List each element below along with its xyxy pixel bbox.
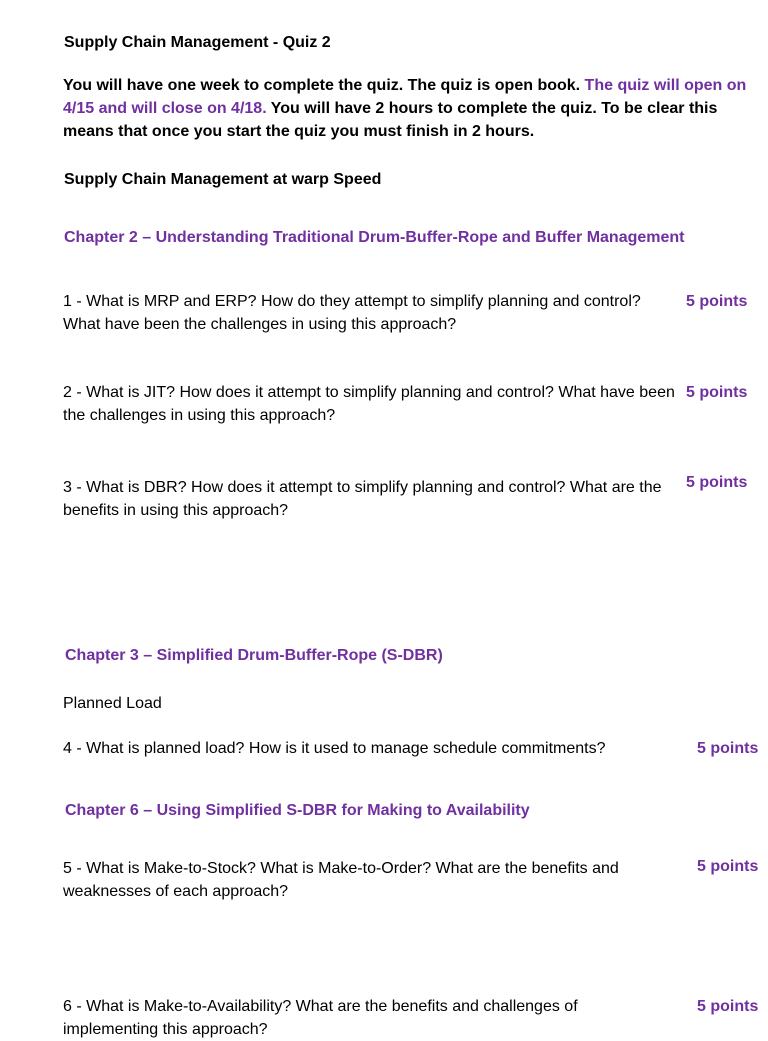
chapter-6-heading: Chapter 6 – Using Simplified S-DBR for Making to Availability: [65, 802, 530, 819]
instructions-text-2: You will have 2 hours to complete the quiz. To be clear this means that once you start the quiz you must finish in 2 hours.: [63, 100, 718, 140]
question-4: 4 - What is planned load? How is it used to manage schedule commitments?: [63, 740, 606, 757]
chapter-2-heading: Chapter 2 – Understanding Traditional Drum-Buffer-Rope and Buffer Management: [64, 229, 685, 246]
question-6: 6 - What is Make-to-Availability? What are the benefits and challenges of implementing this approach?: [63, 998, 578, 1038]
question-3-points: 5 points: [686, 474, 748, 491]
question-1-points: 5 points: [686, 293, 748, 310]
instructions-paragraph: [63, 74, 753, 143]
question-4-points: 5 points: [697, 740, 759, 757]
question-3: 3 - What is DBR? How does it attempt to simplify planning and control? What are the benefits in using this approach?: [63, 479, 662, 519]
question-5-points: 5 points: [697, 858, 759, 875]
instructions-dates: The quiz will open on 4/15 and will close on 4/18.: [63, 77, 747, 117]
book-title: Supply Chain Management at warp Speed: [64, 171, 382, 188]
question-2: 2 - What is JIT? How does it attempt to simplify planning and control? What have been the challenges in using this approach?: [63, 384, 675, 424]
question-6-points: 5 points: [697, 998, 759, 1015]
question-5: 5 - What is Make-to-Stock? What is Make-to-Order? What are the benefits and weaknesses of each approach?: [63, 860, 619, 900]
question-2-points: 5 points: [686, 384, 748, 401]
planned-load-label: Planned Load: [63, 695, 162, 712]
question-1: 1 - What is MRP and ERP? How do they attempt to simplify planning and control? What have been the challenges in using this approach?: [63, 293, 641, 333]
instructions-text-1: You will have one week to complete the quiz. The quiz is open book.: [63, 77, 585, 94]
quiz-title: Supply Chain Management - Quiz 2: [64, 34, 331, 51]
chapter-3-heading: Chapter 3 – Simplified Drum-Buffer-Rope (S-DBR): [65, 647, 443, 664]
